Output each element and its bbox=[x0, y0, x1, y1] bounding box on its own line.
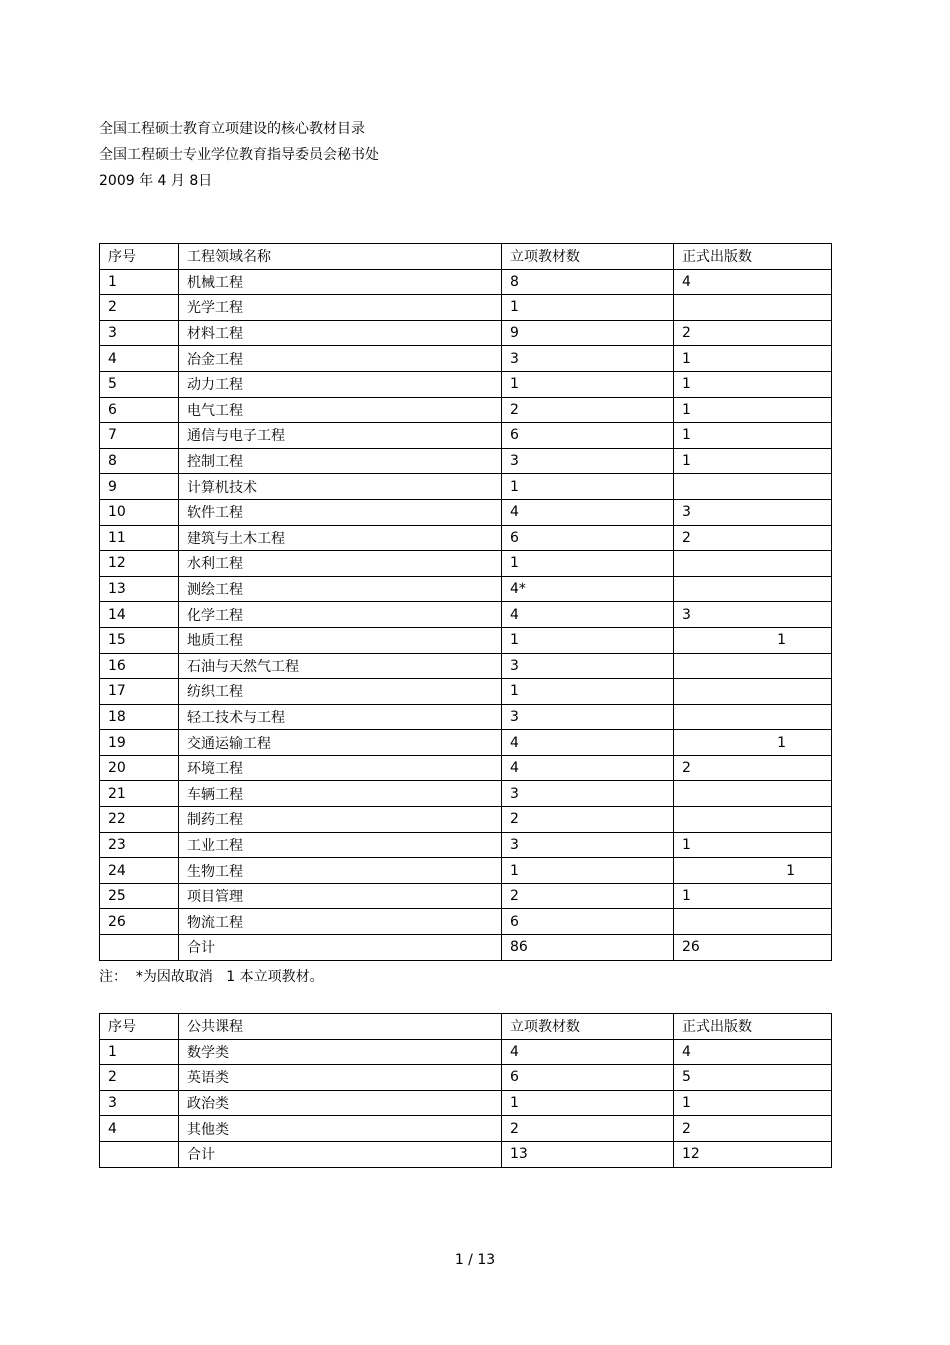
table-cell: 机械工程 bbox=[179, 269, 502, 295]
table-row bbox=[100, 320, 832, 346]
total-cell: 合计 bbox=[179, 1141, 502, 1167]
table-cell: 1 bbox=[100, 269, 179, 295]
table-cell: 9 bbox=[502, 320, 674, 346]
table-cell: 2 bbox=[674, 755, 832, 781]
table-row bbox=[100, 551, 832, 577]
table-cell: 4 bbox=[502, 755, 674, 781]
table-row bbox=[100, 371, 832, 397]
table-cell bbox=[674, 781, 832, 807]
total-cell: 86 bbox=[502, 935, 674, 961]
table-cell: 1 bbox=[502, 474, 674, 500]
total-cell: 合计 bbox=[179, 935, 502, 961]
table-cell: 车辆工程 bbox=[179, 781, 502, 807]
table-cell: 15 bbox=[100, 627, 179, 653]
table-cell: 1 bbox=[502, 1090, 674, 1116]
public-courses-table bbox=[99, 1013, 832, 1168]
table-cell: 2 bbox=[502, 397, 674, 423]
column-header: 正式出版数 bbox=[674, 244, 832, 270]
table-cell: 通信与电子工程 bbox=[179, 423, 502, 449]
table-cell: 3 bbox=[100, 1090, 179, 1116]
table-cell: 控制工程 bbox=[179, 448, 502, 474]
table-row bbox=[100, 883, 832, 909]
table-row bbox=[100, 755, 832, 781]
table-row bbox=[100, 602, 832, 628]
table-cell: 1 bbox=[502, 551, 674, 577]
table-cell: 14 bbox=[100, 602, 179, 628]
table-cell bbox=[674, 295, 832, 321]
table-cell: 17 bbox=[100, 679, 179, 705]
total-cell: 12 bbox=[674, 1141, 832, 1167]
table-cell: 24 bbox=[100, 858, 179, 884]
table-cell: 4 bbox=[674, 1039, 832, 1065]
table-header-row bbox=[100, 244, 832, 270]
table-cell: 2 bbox=[674, 525, 832, 551]
table-row bbox=[100, 576, 832, 602]
table-cell: 1 bbox=[674, 883, 832, 909]
document-header bbox=[99, 116, 379, 194]
table-cell: 6 bbox=[100, 397, 179, 423]
table-cell: 3 bbox=[502, 704, 674, 730]
column-header: 工程领域名称 bbox=[179, 244, 502, 270]
table-total-row bbox=[100, 1141, 832, 1167]
table-cell: 生物工程 bbox=[179, 858, 502, 884]
table-cell: 4 bbox=[100, 346, 179, 372]
table-cell: 2 bbox=[674, 1116, 832, 1142]
table-cell: 22 bbox=[100, 807, 179, 833]
table-cell: 英语类 bbox=[179, 1065, 502, 1091]
table-note: 注： *为因故取消 1 本立项教材。 bbox=[99, 969, 324, 985]
table-cell: 26 bbox=[100, 909, 179, 935]
total-cell: 26 bbox=[674, 935, 832, 961]
document-issuer: 全国工程硕士专业学位教育指导委员会秘书处 bbox=[99, 147, 379, 163]
column-header: 立项教材数 bbox=[502, 244, 674, 270]
table-cell: 3 bbox=[674, 602, 832, 628]
total-cell bbox=[100, 935, 179, 961]
table-cell: 2 bbox=[502, 807, 674, 833]
table-cell: 建筑与土木工程 bbox=[179, 525, 502, 551]
table-cell: 1 bbox=[674, 371, 832, 397]
table-cell: 1 bbox=[100, 1039, 179, 1065]
table-cell bbox=[674, 807, 832, 833]
table-cell: 6 bbox=[502, 909, 674, 935]
table-cell: 2 bbox=[100, 295, 179, 321]
column-header: 公共课程 bbox=[179, 1014, 502, 1040]
table-cell: 地质工程 bbox=[179, 627, 502, 653]
table-cell: 3 bbox=[502, 653, 674, 679]
table-cell: 2 bbox=[502, 1116, 674, 1142]
table-cell: 4 bbox=[502, 602, 674, 628]
table-row bbox=[100, 1116, 832, 1142]
table-cell: 1 bbox=[502, 858, 674, 884]
table-row bbox=[100, 499, 832, 525]
table-cell: 7 bbox=[100, 423, 179, 449]
table-cell: 水利工程 bbox=[179, 551, 502, 577]
table-cell: 动力工程 bbox=[179, 371, 502, 397]
table-cell: 25 bbox=[100, 883, 179, 909]
table-cell: 1 bbox=[674, 1090, 832, 1116]
table-row bbox=[100, 397, 832, 423]
document-date: 2009 年 4 月 8日 bbox=[99, 173, 213, 189]
table-cell: 电气工程 bbox=[179, 397, 502, 423]
table-row bbox=[100, 474, 832, 500]
table-cell: 项目管理 bbox=[179, 883, 502, 909]
table-cell: 石油与天然气工程 bbox=[179, 653, 502, 679]
table-cell: 4 bbox=[502, 499, 674, 525]
table-cell: 1 bbox=[502, 627, 674, 653]
table-cell: 制药工程 bbox=[179, 807, 502, 833]
table-row bbox=[100, 832, 832, 858]
table-header-row bbox=[100, 1014, 832, 1040]
table-cell bbox=[674, 909, 832, 935]
table-row bbox=[100, 1065, 832, 1091]
table-cell bbox=[674, 653, 832, 679]
table-cell: 纺织工程 bbox=[179, 679, 502, 705]
table-cell: 1 bbox=[674, 423, 832, 449]
table-cell bbox=[674, 551, 832, 577]
table-cell: 10 bbox=[100, 499, 179, 525]
engineering-fields-table bbox=[99, 243, 832, 961]
table-cell bbox=[674, 576, 832, 602]
table-cell: 3 bbox=[100, 320, 179, 346]
table-cell bbox=[674, 704, 832, 730]
total-cell: 13 bbox=[502, 1141, 674, 1167]
table-cell: 3 bbox=[502, 832, 674, 858]
table-row bbox=[100, 1090, 832, 1116]
table-cell: 9 bbox=[100, 474, 179, 500]
table-row bbox=[100, 448, 832, 474]
table-row bbox=[100, 525, 832, 551]
table-cell: 12 bbox=[100, 551, 179, 577]
table-row bbox=[100, 627, 832, 653]
table-row bbox=[100, 653, 832, 679]
table-cell: 工业工程 bbox=[179, 832, 502, 858]
table-cell: 冶金工程 bbox=[179, 346, 502, 372]
table-cell: 材料工程 bbox=[179, 320, 502, 346]
table-cell: 4* bbox=[502, 576, 674, 602]
document-title: 全国工程硕士教育立项建设的核心教材目录 bbox=[99, 121, 365, 137]
table-row bbox=[100, 781, 832, 807]
table-cell: 4 bbox=[502, 730, 674, 756]
table-cell: 1 bbox=[502, 679, 674, 705]
table-cell: 4 bbox=[502, 1039, 674, 1065]
table-row bbox=[100, 807, 832, 833]
table-cell: 环境工程 bbox=[179, 755, 502, 781]
table-cell: 2 bbox=[674, 320, 832, 346]
table-cell: 光学工程 bbox=[179, 295, 502, 321]
total-cell bbox=[100, 1141, 179, 1167]
table-cell: 交通运输工程 bbox=[179, 730, 502, 756]
column-header: 序号 bbox=[100, 244, 179, 270]
table-cell: 1 bbox=[674, 448, 832, 474]
table-cell: 20 bbox=[100, 755, 179, 781]
table-cell: 政治类 bbox=[179, 1090, 502, 1116]
table-cell: 8 bbox=[100, 448, 179, 474]
table-cell: 3 bbox=[502, 781, 674, 807]
table-row bbox=[100, 858, 832, 884]
table-cell: 1 bbox=[674, 397, 832, 423]
table-cell: 21 bbox=[100, 781, 179, 807]
table-cell: 计算机技术 bbox=[179, 474, 502, 500]
table-row bbox=[100, 679, 832, 705]
table-cell: 2 bbox=[502, 883, 674, 909]
table-cell: 3 bbox=[502, 448, 674, 474]
table-cell: 1 bbox=[502, 295, 674, 321]
table-cell: 1 bbox=[674, 858, 832, 884]
table-cell: 4 bbox=[674, 269, 832, 295]
table-cell: 18 bbox=[100, 704, 179, 730]
table-cell: 1 bbox=[674, 730, 832, 756]
page-number: 1 / 13 bbox=[454, 1252, 496, 1268]
table-cell: 5 bbox=[674, 1065, 832, 1091]
table-cell: 1 bbox=[502, 371, 674, 397]
table-cell: 8 bbox=[502, 269, 674, 295]
table-cell: 1 bbox=[674, 627, 832, 653]
table-cell: 数学类 bbox=[179, 1039, 502, 1065]
table-cell: 测绘工程 bbox=[179, 576, 502, 602]
table-cell: 软件工程 bbox=[179, 499, 502, 525]
table-row bbox=[100, 346, 832, 372]
table-row bbox=[100, 909, 832, 935]
table-cell: 1 bbox=[674, 346, 832, 372]
table-cell bbox=[674, 679, 832, 705]
table-row bbox=[100, 295, 832, 321]
column-header: 序号 bbox=[100, 1014, 179, 1040]
table-cell bbox=[674, 474, 832, 500]
table-cell: 6 bbox=[502, 1065, 674, 1091]
table-cell: 轻工技术与工程 bbox=[179, 704, 502, 730]
table-cell: 5 bbox=[100, 371, 179, 397]
table-cell: 6 bbox=[502, 423, 674, 449]
table-cell: 2 bbox=[100, 1065, 179, 1091]
table-row bbox=[100, 730, 832, 756]
table-row bbox=[100, 269, 832, 295]
column-header: 正式出版数 bbox=[674, 1014, 832, 1040]
table-cell: 19 bbox=[100, 730, 179, 756]
table-row bbox=[100, 704, 832, 730]
column-header: 立项教材数 bbox=[502, 1014, 674, 1040]
table-cell: 3 bbox=[674, 499, 832, 525]
table-cell: 13 bbox=[100, 576, 179, 602]
table-cell: 其他类 bbox=[179, 1116, 502, 1142]
table-cell: 11 bbox=[100, 525, 179, 551]
table-cell: 1 bbox=[674, 832, 832, 858]
table-cell: 6 bbox=[502, 525, 674, 551]
table-row bbox=[100, 423, 832, 449]
table-row bbox=[100, 1039, 832, 1065]
table-cell: 23 bbox=[100, 832, 179, 858]
table-cell: 物流工程 bbox=[179, 909, 502, 935]
table-cell: 16 bbox=[100, 653, 179, 679]
table-cell: 化学工程 bbox=[179, 602, 502, 628]
table-total-row bbox=[100, 935, 832, 961]
table-cell: 4 bbox=[100, 1116, 179, 1142]
table-cell: 3 bbox=[502, 346, 674, 372]
